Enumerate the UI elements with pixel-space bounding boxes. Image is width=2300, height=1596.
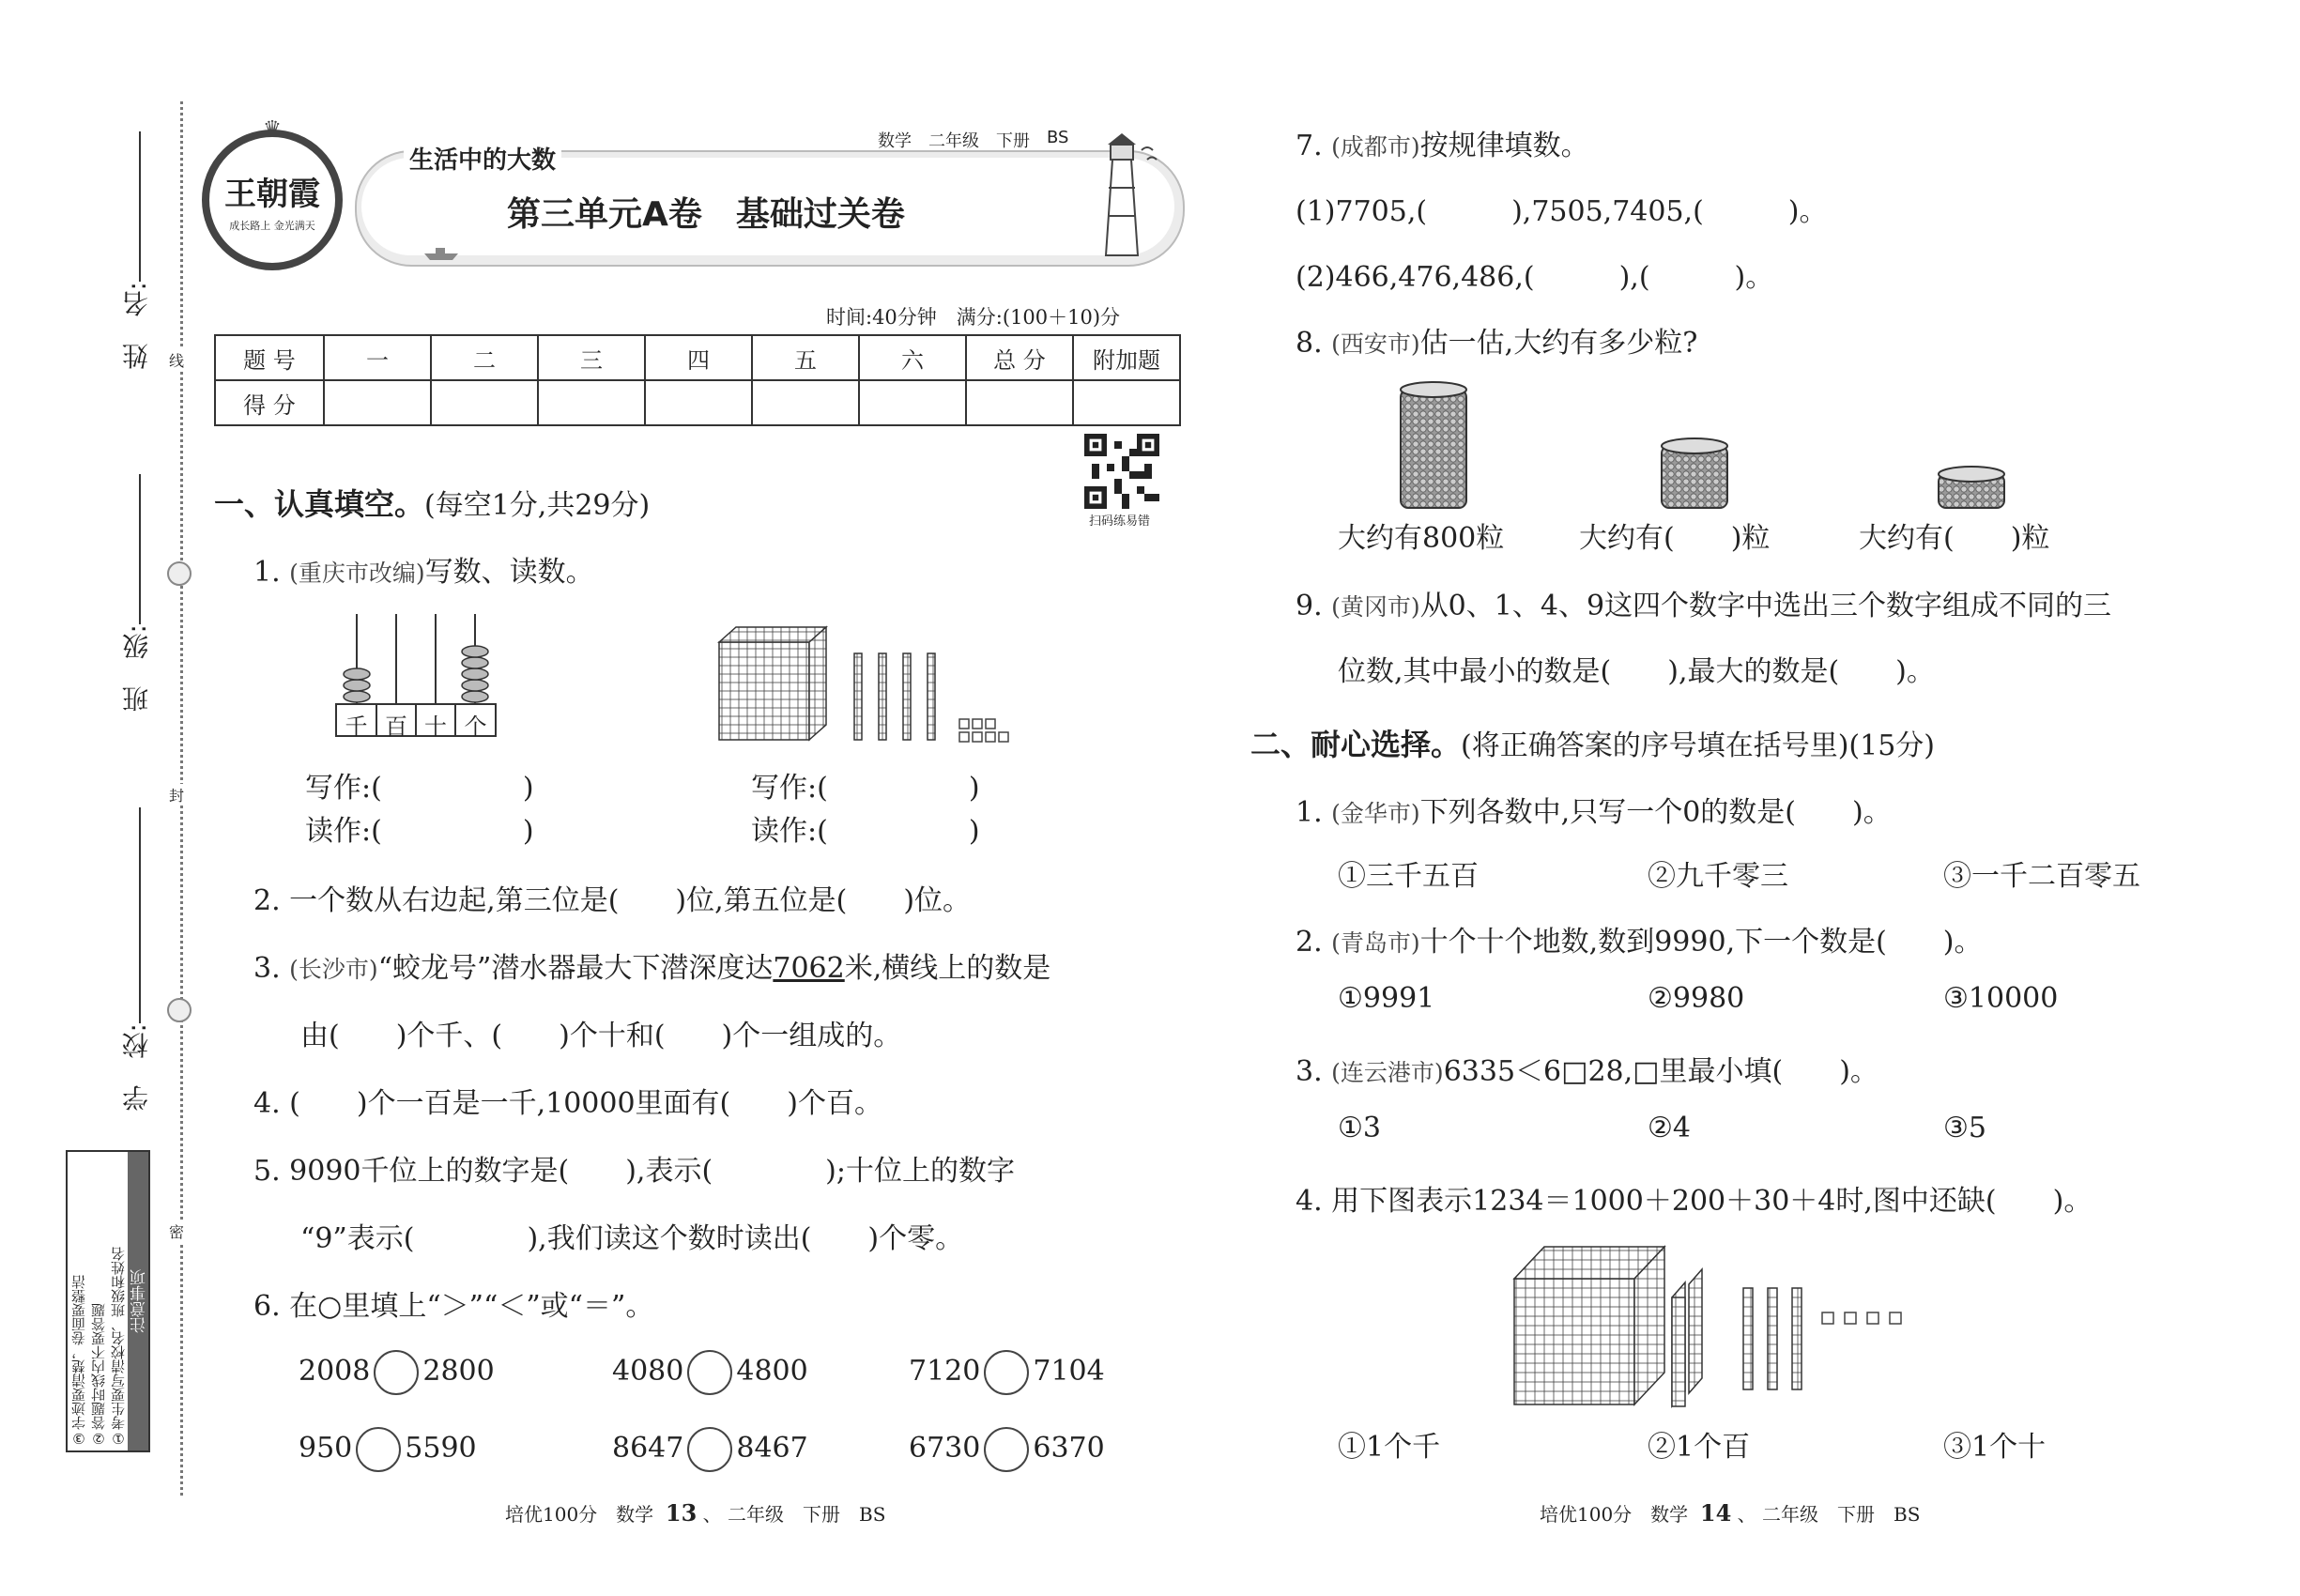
score-table-header-cell: 总 分	[966, 335, 1073, 380]
choice-question-1	[1296, 789, 1892, 830]
compare-left: 8647	[612, 1432, 684, 1465]
page-number: 13	[665, 1499, 698, 1527]
question-number: 8.	[1296, 327, 1323, 360]
question-1	[253, 548, 594, 590]
q1-read-right	[751, 807, 980, 849]
binding-hole-icon	[167, 561, 192, 586]
score-table-header-cell: 四	[645, 335, 752, 380]
unit-topic: 生活中的大数	[404, 141, 561, 176]
compare-left: 950	[299, 1432, 353, 1465]
abacus-labels	[336, 708, 496, 741]
compare-item	[909, 1350, 1105, 1395]
question-3-line1	[253, 944, 1050, 986]
score-table	[214, 334, 1181, 426]
subject-tags	[878, 128, 1068, 152]
close-paren: )	[522, 815, 534, 848]
class-line	[139, 474, 141, 624]
score-cell[interactable]	[645, 380, 752, 425]
score-row-label: 得 分	[215, 380, 324, 425]
abacus-label-tens: 十	[424, 714, 447, 740]
q1-write-right	[751, 764, 980, 806]
question-number: 7.	[1296, 130, 1323, 162]
choice-option[interactable]: ②4	[1648, 1112, 1691, 1144]
question-number: 3.	[1296, 1055, 1323, 1088]
compare-right: 6370	[1033, 1432, 1105, 1465]
question-source: (连云港市)	[1331, 1059, 1444, 1086]
logo-badge	[202, 130, 343, 270]
compare-item	[909, 1427, 1105, 1472]
compare-item	[299, 1427, 477, 1472]
compare-right: 8467	[736, 1432, 808, 1465]
qr-code	[1084, 434, 1159, 509]
crown-icon: ♛	[263, 117, 282, 141]
question-text: 从0、1、4、9这四个数字中选出三个数字组成不同的三	[1419, 590, 2112, 622]
question-9-line1	[1296, 582, 2111, 623]
question-text: 6335＜6□28,□里最小填( )。	[1443, 1055, 1878, 1088]
abacus-label-hundreds: 百	[385, 714, 407, 740]
question-4: 4. ( )个一百是一千,10000里面有( )个百。	[253, 1087, 882, 1120]
abacus-label-ones: 个	[464, 714, 487, 740]
q1-write-left	[305, 764, 534, 806]
lighthouse-icon	[1080, 131, 1164, 263]
compare-circle[interactable]	[984, 1350, 1029, 1395]
footer-right: 培优100分 数学 14 、 二年级 下册 BS	[1540, 1499, 1921, 1527]
question-7-part2: (2)466,476,486,( ),( )。	[1296, 261, 1774, 294]
score-cell[interactable]	[752, 380, 859, 425]
class-label: 班 级:	[121, 624, 152, 713]
question-source: (西安市)	[1331, 330, 1420, 358]
question-source: (长沙市)	[289, 956, 378, 983]
question-number: 3.	[253, 952, 281, 985]
notice-item: ③字迹要清楚，卷面要整洁	[70, 1275, 87, 1447]
choice-option[interactable]: ③5	[1943, 1112, 1986, 1144]
edition-tag: BS	[1047, 128, 1069, 147]
question-9-line2: 位数,其中最小的数是( ),最大的数是( )。	[1338, 655, 1935, 688]
question-source: (重庆市改编)	[289, 560, 425, 587]
base-ten-blocks-diagram	[713, 623, 1051, 745]
seal-char-line: 线	[169, 349, 184, 371]
question-3-line2: 由( )个千、( )个十和( )个一组成的。	[300, 1020, 902, 1052]
logo-text: 王朝霞	[224, 175, 320, 213]
choice-option[interactable]: ②1个百	[1648, 1431, 1751, 1464]
choice-option[interactable]: ③10000	[1943, 982, 2059, 1015]
choice-question-4: 4. 用下图表示1234＝1000＋200＋30＋4时,图中还缺( )。	[1296, 1185, 2093, 1218]
name-line	[139, 131, 141, 282]
logo-subtitle: 成长路上 金光满天	[229, 219, 315, 232]
compare-circle[interactable]	[374, 1350, 419, 1395]
school-line	[139, 807, 141, 1023]
compare-left: 7120	[909, 1355, 981, 1388]
compare-right: 2800	[422, 1355, 495, 1388]
school-label: 学 校:	[121, 1023, 152, 1112]
compare-left: 2008	[299, 1355, 371, 1388]
choice-option[interactable]: ③1个十	[1943, 1431, 2047, 1464]
notice-item: ②答题时线内不要答题	[90, 1303, 107, 1447]
choice-option[interactable]: ①三千五百	[1338, 860, 1479, 893]
question-text: 估一估,大约有多少粒?	[1419, 327, 1698, 360]
compare-item	[612, 1427, 808, 1472]
score-cell[interactable]	[859, 380, 966, 425]
compare-left: 4080	[612, 1355, 684, 1388]
score-table-header-row	[215, 335, 1180, 380]
question-8	[1296, 319, 1697, 361]
footer-left: 培优100分 数学 13 、 二年级 下册 BS	[505, 1499, 886, 1527]
score-cell[interactable]	[324, 380, 431, 425]
question-source: (金华市)	[1331, 800, 1420, 827]
choice-option[interactable]: ③一千二百零五	[1943, 860, 2140, 893]
seal-char-seal: 封	[169, 784, 184, 806]
notice-item: ①考生要写清校名、班级和姓名	[110, 1247, 127, 1447]
question-number: 9.	[1296, 590, 1323, 622]
footer-book: 培优100分 数学	[1540, 1503, 1689, 1526]
choice-option[interactable]: ①3	[1338, 1112, 1381, 1144]
bead-jars-diagram	[1389, 380, 2047, 512]
question-7-part1: (1)7705,( ),7505,7405,( )。	[1296, 195, 1828, 228]
qr-caption: 扫码练易错	[1089, 514, 1151, 529]
score-table-header-cell: 附加题	[1073, 335, 1180, 380]
question-5-line2: “9”表示( ),我们读这个数时读出( )个零。	[300, 1222, 964, 1255]
score-table-header-cell: 六	[859, 335, 966, 380]
abacus-label-thousands: 千	[345, 714, 368, 740]
choice-question-2	[1296, 918, 1983, 959]
ship-icon	[422, 246, 460, 261]
binding-hole-icon	[167, 998, 192, 1022]
choice-question-3	[1296, 1048, 1878, 1089]
score-cell[interactable]	[431, 380, 538, 425]
write-label: 写作:(	[751, 772, 828, 805]
section2-note: (将正确答案的序号填在括号里)(15分)	[1461, 729, 1936, 762]
base-ten-blocks-diagram	[1507, 1241, 1939, 1410]
choice-option[interactable]: ①9991	[1338, 982, 1435, 1015]
read-label: 读作:(	[305, 815, 382, 848]
compare-right: 4800	[736, 1355, 808, 1388]
close-paren: )	[522, 772, 534, 805]
question-text: 米,横线上的数是	[844, 952, 1051, 985]
score-table-header-cell: 一	[324, 335, 431, 380]
notice-title: 注意事项	[128, 1152, 148, 1450]
jar-label: 大约有( )粒	[1859, 522, 2050, 555]
score-table-header-cell: 题 号	[215, 335, 324, 380]
score-table-header-cell: 五	[752, 335, 859, 380]
choice-option[interactable]: ②9980	[1648, 982, 1745, 1015]
question-5-line1: 5. 9090千位上的数字是( ),表示( );十位上的数字	[253, 1155, 1015, 1188]
section2-title: 二、耐心选择。	[1250, 727, 1462, 762]
notice-box	[66, 1150, 150, 1452]
compare-circle[interactable]	[687, 1427, 732, 1472]
time-info: 时间:40分钟 满分:(100＋10)分	[826, 306, 1121, 329]
compare-circle[interactable]	[687, 1350, 732, 1395]
question-text: 按规律填数。	[1419, 130, 1589, 162]
question-text: 下列各数中,只写一个0的数是( )。	[1419, 796, 1892, 829]
term-tag: 下册	[996, 131, 1030, 151]
seal-char-secret: 密	[169, 1220, 184, 1242]
close-paren: )	[968, 815, 980, 848]
question-2: 2. 一个数从右边起,第三位是( )位,第五位是( )位。	[253, 884, 972, 917]
write-label: 写作:(	[305, 772, 382, 805]
score-cell[interactable]	[538, 380, 645, 425]
question-text: 十个十个地数,数到9990,下一个数是( )。	[1419, 926, 1983, 959]
compare-left: 6730	[909, 1432, 981, 1465]
read-label: 读作:(	[751, 815, 828, 848]
compare-item	[612, 1350, 808, 1395]
question-source: (成都市)	[1331, 133, 1420, 161]
jar-label: 大约有( )粒	[1579, 522, 1771, 555]
grade-tag: 二年级	[928, 131, 979, 151]
score-cell[interactable]	[966, 380, 1073, 425]
close-paren: )	[968, 772, 980, 805]
question-source: (黄冈市)	[1331, 593, 1420, 621]
section1-heading	[214, 481, 650, 524]
question-6: 6. 在○里填上“＞”“＜”或“＝”。	[253, 1290, 654, 1323]
page-title: 第三单元A卷 基础过关卷	[507, 195, 905, 234]
score-cell[interactable]	[1073, 380, 1180, 425]
question-text: 写数、读数。	[424, 556, 594, 589]
compare-circle[interactable]	[984, 1427, 1029, 1472]
footer-book: 培优100分 数学	[505, 1503, 654, 1526]
footer-grade: 二年级 下册 BS	[1762, 1503, 1921, 1526]
compare-right: 5590	[405, 1432, 477, 1465]
name-label: 姓 名:	[121, 282, 152, 370]
jar-label: 大约有800粒	[1338, 522, 1505, 555]
question-7	[1296, 122, 1589, 163]
question-source: (青岛市)	[1331, 929, 1420, 957]
page-number: 14	[1699, 1499, 1732, 1527]
q1-read-left	[305, 807, 534, 849]
section1-note: (每空1分,共29分)	[424, 489, 651, 522]
footer-grade: 二年级 下册 BS	[728, 1503, 886, 1526]
compare-item	[299, 1350, 495, 1395]
question-number: 1.	[1296, 796, 1323, 829]
score-table-score-row	[215, 380, 1180, 425]
underlined-number: 7062	[773, 952, 845, 985]
choice-option[interactable]: ②九千零三	[1648, 860, 1788, 893]
subject-tag: 数学	[878, 131, 912, 151]
compare-right: 7104	[1033, 1355, 1105, 1388]
question-number: 2.	[1296, 926, 1323, 959]
question-text: “蛟龙号”潜水器最大下潜深度达	[377, 952, 774, 985]
section1-title: 一、认真填空。	[214, 486, 425, 522]
question-number: 1.	[253, 556, 281, 589]
score-table-header-cell: 二	[431, 335, 538, 380]
score-table-header-cell: 三	[538, 335, 645, 380]
compare-circle[interactable]	[356, 1427, 401, 1472]
choice-option[interactable]: ①1个千	[1338, 1431, 1441, 1464]
section2-heading	[1250, 721, 1935, 764]
